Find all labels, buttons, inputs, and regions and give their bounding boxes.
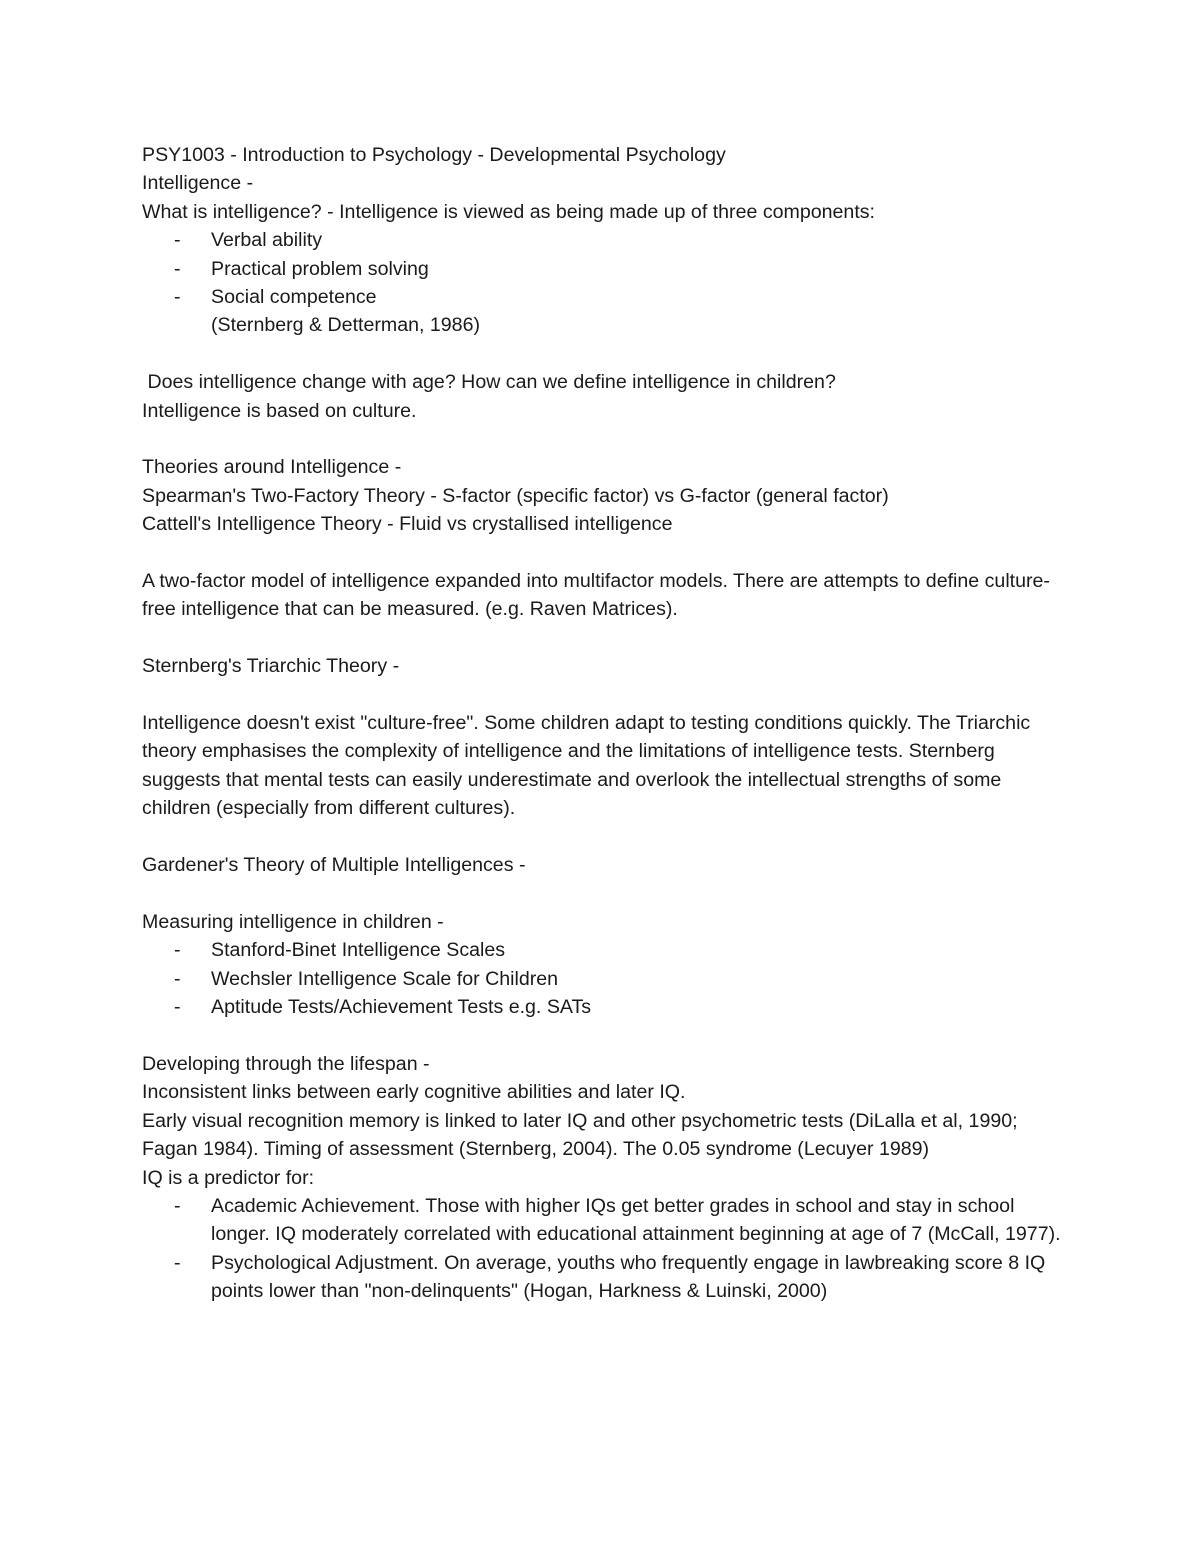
list-item-text: Psychological Adjustment. On average, youths who frequently engage in lawbreaking score 8 IQ points lower than "non-delinquents" (Hogan, Harkness & Luinski, 2000) bbox=[211, 1251, 1046, 1303]
components-citation: (Sternberg & Detterman, 1986) bbox=[211, 314, 481, 337]
measuring-heading: Measuring intelligence in children - bbox=[142, 910, 444, 933]
gardner-heading: Gardener's Theory of Multiple Intelligences - bbox=[142, 854, 526, 877]
list-item bbox=[142, 255, 1062, 283]
dash-bullet: - bbox=[174, 257, 181, 280]
spearman-theory: Spearman's Two-Factory Theory - S-factor (specific factor) vs G-factor (general factor) bbox=[142, 484, 889, 507]
spacer bbox=[142, 340, 1062, 368]
list-item bbox=[142, 1249, 1062, 1306]
lifespan-heading: Developing through the lifespan - bbox=[142, 1052, 430, 1075]
spacer bbox=[142, 425, 1062, 453]
culture-statement: Intelligence is based on culture. bbox=[142, 399, 417, 422]
document-page bbox=[142, 141, 1062, 1306]
triarchic-heading: Sternberg's Triarchic Theory - bbox=[142, 655, 400, 678]
triarchic-paragraph: Intelligence doesn't exist "culture-free". Some children adapt to testing conditions quickly. The Triarchic theory emphasises the complexity of intelligence and the limitations of intelligence tests. Sternberg suggests that mental tests can easily underestimate and overlook the intellectual strengths of some children (especially from different cultures). bbox=[142, 712, 1036, 820]
dash-bullet: - bbox=[174, 229, 181, 252]
list-item bbox=[142, 993, 1062, 1021]
spacer bbox=[142, 624, 1062, 652]
predictor-heading: IQ is a predictor for: bbox=[142, 1166, 315, 1189]
what-is-intelligence: What is intelligence? - Intelligence is viewed as being made up of three components: bbox=[142, 200, 876, 223]
spacer bbox=[142, 1021, 1062, 1049]
measuring-list bbox=[142, 936, 1062, 1021]
list-item bbox=[142, 283, 1062, 311]
list-item-text: Wechsler Intelligence Scale for Children bbox=[211, 967, 559, 990]
spacer bbox=[142, 539, 1062, 567]
dash-bullet: - bbox=[174, 967, 181, 990]
list-item-text: Verbal ability bbox=[211, 229, 323, 252]
dash-bullet: - bbox=[174, 1251, 181, 1274]
dash-bullet: - bbox=[174, 996, 181, 1019]
list-item-text: Stanford-Binet Intelligence Scales bbox=[211, 939, 506, 962]
cattell-theory: Cattell's Intelligence Theory - Fluid vs crystallised intelligence bbox=[142, 513, 673, 536]
list-item-text: Social competence bbox=[211, 286, 377, 309]
theories-heading: Theories around Intelligence - bbox=[142, 456, 402, 479]
predictor-list bbox=[142, 1192, 1062, 1306]
list-item-text: Academic Achievement. Those with higher IQs get better grades in school and stay in school longer. IQ moderately correlated with educational attainment beginning at age of 7 (McCall, 1977). bbox=[211, 1194, 1061, 1246]
spacer bbox=[142, 879, 1062, 907]
components-list bbox=[142, 226, 1062, 311]
age-question: Does intelligence change with age? How can we define intelligence in children? bbox=[142, 371, 836, 394]
list-item-text: Practical problem solving bbox=[211, 257, 429, 280]
list-item bbox=[142, 1192, 1062, 1249]
list-item bbox=[142, 965, 1062, 993]
spacer bbox=[142, 681, 1062, 709]
list-item bbox=[142, 936, 1062, 964]
lifespan-paragraph: Early visual recognition memory is linked to later IQ and other psychometric tests (DiLalla et al, 1990; Fagan 1984). Timing of assessment (Sternberg, 2004). The 0.05 syndrome (Lecuyer 1989) bbox=[142, 1109, 1024, 1161]
spacer bbox=[142, 823, 1062, 851]
list-item bbox=[142, 226, 1062, 254]
dash-bullet: - bbox=[174, 286, 181, 309]
lifespan-links: Inconsistent links between early cognitive abilities and later IQ. bbox=[142, 1081, 686, 1104]
dash-bullet: - bbox=[174, 939, 181, 962]
multifactor-paragraph: A two-factor model of intelligence expanded into multifactor models. There are attempts to define culture-free intelligence that can be measured. (e.g. Raven Matrices). bbox=[142, 570, 1050, 621]
dash-bullet: - bbox=[174, 1194, 181, 1217]
list-item-text: Aptitude Tests/Achievement Tests e.g. SATs bbox=[211, 996, 592, 1019]
topic-heading: Intelligence - bbox=[142, 172, 254, 195]
course-title: PSY1003 - Introduction to Psychology - Developmental Psychology bbox=[142, 144, 726, 166]
